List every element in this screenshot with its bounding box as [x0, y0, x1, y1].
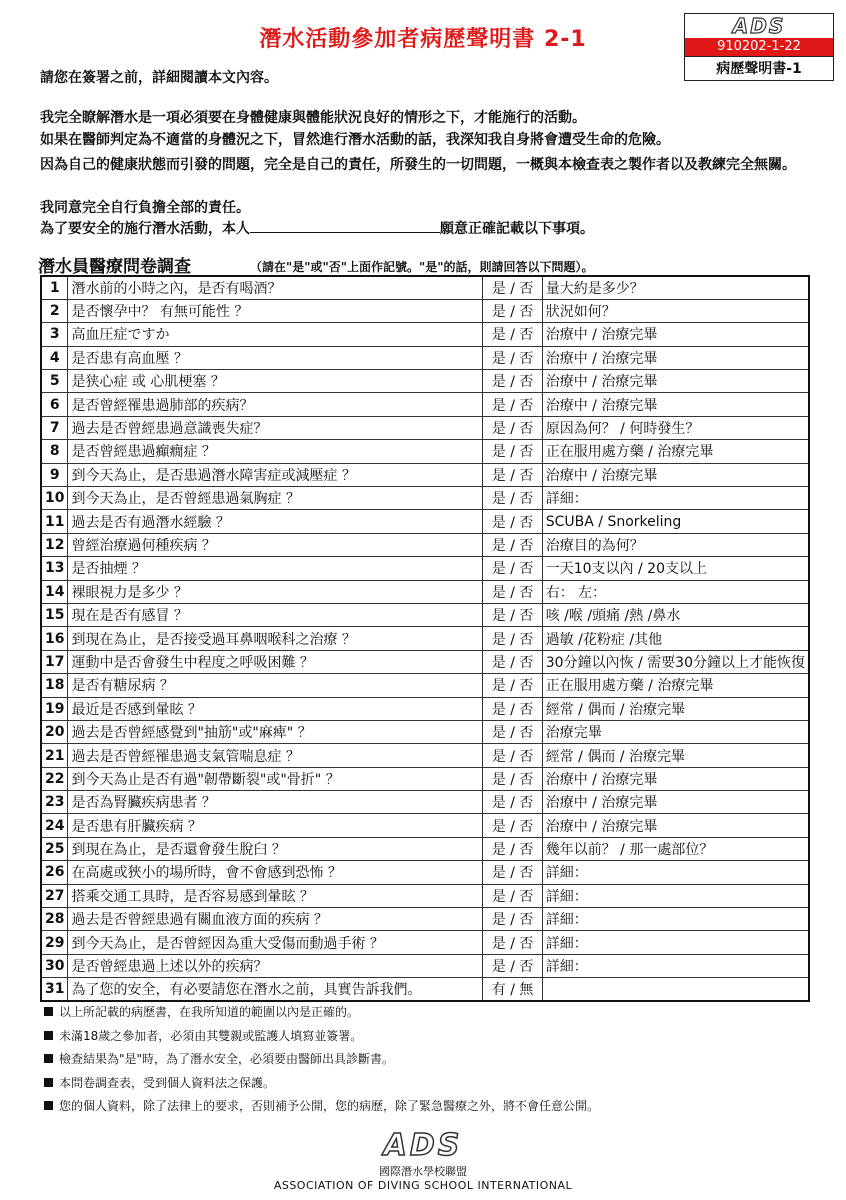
question-text: 是否患有肝臟疾病 ？ [68, 814, 483, 837]
question-row [41, 837, 809, 860]
yes-no-choice[interactable]: 是 / 否 [483, 463, 542, 486]
page-title: 潛水活動參加者病歷聲明書 2-1 [259, 27, 587, 52]
question-row [41, 650, 809, 673]
question-text: 過去是否曾經患過意識喪失症？ [68, 416, 483, 439]
followup-field[interactable]: 詳細： [542, 954, 809, 977]
followup-field[interactable]: 治療目的為何？ [542, 533, 809, 556]
note-item: 本問卷調查表，受到個人資料法之保護。 [44, 1071, 599, 1095]
question-row [41, 861, 809, 884]
question-text: 到今天為止，是否曾經因為重大受傷而動過手術 ？ [68, 931, 483, 954]
followup-field[interactable]: 治療中 / 治療完畢 [542, 463, 809, 486]
yes-no-choice[interactable]: 是 / 否 [483, 299, 542, 322]
question-number: 24 [41, 814, 68, 837]
question-number: 29 [41, 931, 68, 954]
bullet-square-icon [44, 1101, 53, 1110]
question-row [41, 323, 809, 346]
yes-no-choice[interactable]: 是 / 否 [483, 533, 542, 556]
questionnaire-table [40, 275, 810, 1002]
question-row [41, 440, 809, 463]
question-number: 9 [41, 463, 68, 486]
yes-no-choice[interactable]: 是 / 否 [483, 814, 542, 837]
yes-no-choice[interactable]: 是 / 否 [483, 580, 542, 603]
section-note: （請在"是"或"否"上面作記號。"是"的話，則請回答以下問題）。 [250, 260, 594, 274]
question-text: 是否曾經患過癲癇症 ？ [68, 440, 483, 463]
yes-no-choice[interactable]: 是 / 否 [483, 861, 542, 884]
question-row [41, 720, 809, 743]
question-text: 最近是否感到暈眩 ？ [68, 697, 483, 720]
question-text: 運動中是否會發生中程度之呼吸困難 ？ [68, 650, 483, 673]
followup-field[interactable]: 詳細： [542, 861, 809, 884]
document-code: 910202-1-22 [685, 38, 833, 56]
yes-no-choice[interactable]: 是 / 否 [483, 697, 542, 720]
followup-field[interactable]: 幾年以前？ / 那一處部位？ [542, 837, 809, 860]
question-number: 16 [41, 627, 68, 650]
yes-no-choice[interactable]: 是 / 否 [483, 557, 542, 580]
question-text: 是否曾經患過上述以外的疾病？ [68, 954, 483, 977]
note-item: 您的個人資料，除了法律上的要求，否則補予公開，您的病歷，除了緊急醫療之外，將不會任意公開。 [44, 1094, 599, 1118]
followup-field[interactable]: SCUBA / Snorkeling [542, 510, 809, 533]
question-row [41, 416, 809, 439]
question-text: 是否有糖尿病 ？ [68, 674, 483, 697]
question-number: 11 [41, 510, 68, 533]
question-text: 是否懷孕中？ 有無可能性 ？ [68, 299, 483, 322]
followup-field[interactable]: 量大約是多少？ [542, 276, 809, 299]
yes-no-choice[interactable]: 是 / 否 [483, 954, 542, 977]
footer [0, 1128, 846, 1192]
question-number: 7 [41, 416, 68, 439]
yes-no-choice[interactable]: 是 / 否 [483, 603, 542, 626]
followup-field[interactable]: 治療中 / 治療完畢 [542, 323, 809, 346]
question-row [41, 627, 809, 650]
followup-field[interactable]: 30分鐘以內恢 / 需要30分鐘以上才能恢復 [542, 650, 809, 673]
followup-field[interactable]: 狀況如何？ [542, 299, 809, 322]
question-row [41, 931, 809, 954]
question-text: 潛水前的小時之內，是否有喝酒？ [68, 276, 483, 299]
followup-field[interactable]: 原因為何？ / 何時發生？ [542, 416, 809, 439]
question-number: 25 [41, 837, 68, 860]
statement-4: 我同意完全自行負擔全部的責任。 [40, 200, 250, 216]
question-row [41, 978, 809, 1001]
followup-field[interactable]: 一天10支以內 / 20支以上 [542, 557, 809, 580]
followup-field[interactable]: 經常 / 偶而 / 治療完畢 [542, 697, 809, 720]
statement-1: 我完全瞭解潛水是一項必須要在身體健康與體能狀況良好的情形之下，才能施行的活動。 [40, 110, 586, 126]
question-number: 20 [41, 720, 68, 743]
note-item: 以上所記載的病歷書，在我所知道的範圍以內是正確的。 [44, 1000, 599, 1024]
question-row [41, 697, 809, 720]
question-text: 搭乘交通工具時，是否容易感到暈眩 ？ [68, 884, 483, 907]
question-number: 23 [41, 791, 68, 814]
question-number: 15 [41, 603, 68, 626]
yes-no-choice[interactable]: 是 / 否 [483, 440, 542, 463]
question-text: 到今天為止，是否患過潛水障害症或減壓症 ？ [68, 463, 483, 486]
followup-field[interactable]: 治療中 / 治療完畢 [542, 791, 809, 814]
yes-no-choice[interactable]: 有 / 無 [483, 978, 542, 1001]
yes-no-choice[interactable]: 是 / 否 [483, 650, 542, 673]
followup-field[interactable]: 治療中 / 治療完畢 [542, 767, 809, 790]
question-text: 高血圧症ですか [68, 323, 483, 346]
followup-field[interactable]: 經常 / 偶而 / 治療完畢 [542, 744, 809, 767]
yes-no-choice[interactable]: 是 / 否 [483, 791, 542, 814]
question-number: 6 [41, 393, 68, 416]
note-item: 檢查結果為"是"時，為了潛水安全，必須要由醫師出具診斷書。 [44, 1047, 599, 1071]
question-row [41, 908, 809, 931]
question-number: 28 [41, 908, 68, 931]
question-row [41, 299, 809, 322]
declaration-suffix: 願意正確記載以下事項。 [440, 221, 594, 237]
question-text: 曾經治療過何種疾病 ？ [68, 533, 483, 556]
question-row [41, 744, 809, 767]
yes-no-choice[interactable]: 是 / 否 [483, 931, 542, 954]
question-row [41, 557, 809, 580]
note-item: 未滿18歲之參加者，必須由其雙親或監護人填寫並簽署。 [44, 1024, 599, 1048]
yes-no-choice[interactable]: 是 / 否 [483, 346, 542, 369]
question-text: 過去是否曾經感覺到"抽筋"或"麻痺" ？ [68, 720, 483, 743]
bullet-square-icon [44, 1031, 53, 1040]
question-number: 14 [41, 580, 68, 603]
question-text: 到今天為止是否有過"韌帶斷裂"或"骨折" ？ [68, 767, 483, 790]
ads-footer-logo: ADS [383, 1128, 463, 1163]
question-row [41, 814, 809, 837]
question-row [41, 674, 809, 697]
question-number: 4 [41, 346, 68, 369]
ads-logo: ADS [732, 14, 786, 38]
name-field[interactable] [250, 219, 440, 233]
question-number: 1 [41, 276, 68, 299]
question-text: 為了您的安全，有必要請您在潛水之前，具實告訴我們。 [68, 978, 483, 1001]
question-row [41, 487, 809, 510]
question-number: 17 [41, 650, 68, 673]
document-code-box [684, 13, 834, 81]
question-text: 是狭心症 或 心肌梗塞 ？ [68, 370, 483, 393]
question-row [41, 954, 809, 977]
followup-field[interactable]: 詳細： [542, 487, 809, 510]
question-text: 現在是否有感冒 ？ [68, 603, 483, 626]
question-text: 過去是否曾經患過有關血液方面的疾病 ？ [68, 908, 483, 931]
question-number: 30 [41, 954, 68, 977]
question-text: 是否曾經罹患過肺部的疾病？ [68, 393, 483, 416]
document-name: 病歷聲明書-1 [685, 56, 833, 80]
org-name-en: ASSOCIATION OF DIVING SCHOOL INTERNATIONAL [273, 1179, 573, 1192]
question-row [41, 510, 809, 533]
followup-field[interactable]: 詳細： [542, 931, 809, 954]
followup-field[interactable]: 治療中 / 治療完畢 [542, 393, 809, 416]
yes-no-choice[interactable]: 是 / 否 [483, 767, 542, 790]
yes-no-choice[interactable]: 是 / 否 [483, 720, 542, 743]
yes-no-choice[interactable]: 是 / 否 [483, 416, 542, 439]
question-text: 到今天為止，是否曾經患過氣胸症 ？ [68, 487, 483, 510]
question-row [41, 580, 809, 603]
question-number: 8 [41, 440, 68, 463]
question-number: 22 [41, 767, 68, 790]
statement-3: 因為自己的健康狀態而引發的問題，完全是自己的責任，所發生的一切問題，一概與本檢查表之製作者以及教練完全無關。 [40, 157, 796, 173]
yes-no-choice[interactable]: 是 / 否 [483, 276, 542, 299]
question-row [41, 370, 809, 393]
followup-field[interactable]: 治療完畢 [542, 720, 809, 743]
question-row [41, 767, 809, 790]
yes-no-choice[interactable]: 是 / 否 [483, 323, 542, 346]
followup-field[interactable]: 咳 /喉 /頭痛 /熱 /鼻水 [542, 603, 809, 626]
yes-no-choice[interactable]: 是 / 否 [483, 908, 542, 931]
yes-no-choice[interactable]: 是 / 否 [483, 393, 542, 416]
question-text: 裸眼視力是多少 ？ [68, 580, 483, 603]
question-text: 到現在為止，是否還會發生脫臼 ？ [68, 837, 483, 860]
followup-field[interactable]: 詳細： [542, 884, 809, 907]
question-number: 2 [41, 299, 68, 322]
followup-field[interactable]: 右： 左： [542, 580, 809, 603]
question-number: 3 [41, 323, 68, 346]
question-number: 27 [41, 884, 68, 907]
question-number: 31 [41, 978, 68, 1001]
question-number: 26 [41, 861, 68, 884]
declaration-prefix: 為了要安全的施行潛水活動，本人 [40, 221, 250, 237]
yes-no-choice[interactable]: 是 / 否 [483, 627, 542, 650]
question-text: 是否為腎臟疾病患者 ？ [68, 791, 483, 814]
question-row [41, 791, 809, 814]
question-text: 在高處或狹小的場所時，會不會感到恐怖 ？ [68, 861, 483, 884]
bullet-square-icon [44, 1078, 53, 1087]
yes-no-choice[interactable]: 是 / 否 [483, 837, 542, 860]
question-number: 18 [41, 674, 68, 697]
section-title: 潛水員醫療問卷調查 [38, 257, 191, 277]
question-row [41, 276, 809, 299]
followup-field[interactable]: 正在服用處方藥 / 治療完畢 [542, 440, 809, 463]
question-text: 是否抽煙 ？ [68, 557, 483, 580]
followup-field[interactable]: 治療中 / 治療完畢 [542, 814, 809, 837]
question-row [41, 603, 809, 626]
question-number: 12 [41, 533, 68, 556]
intro-text: 請您在簽署之前，詳細閱讀本文內容。 [40, 70, 278, 86]
yes-no-choice[interactable]: 是 / 否 [483, 674, 542, 697]
question-text: 到現在為止，是否接受過耳鼻咽喉科之治療 ？ [68, 627, 483, 650]
statement-2: 如果在醫師判定為不適當的身體況之下，冒然進行潛水活動的話，我深知我自身將會遭受生命的危險。 [40, 132, 670, 148]
question-row [41, 393, 809, 416]
question-text: 是否患有高血壓 ？ [68, 346, 483, 369]
followup-field[interactable]: 治療中 / 治療完畢 [542, 370, 809, 393]
bullet-square-icon [44, 1054, 53, 1063]
question-number: 5 [41, 370, 68, 393]
notes-list [44, 1000, 599, 1118]
bullet-square-icon [44, 1007, 53, 1016]
yes-no-choice[interactable]: 是 / 否 [483, 884, 542, 907]
question-number: 19 [41, 697, 68, 720]
org-name-cn: 國際潛水學校聯盟 [379, 1165, 467, 1178]
question-row [41, 884, 809, 907]
yes-no-choice[interactable]: 是 / 否 [483, 510, 542, 533]
question-row [41, 533, 809, 556]
followup-field[interactable]: 詳細： [542, 908, 809, 931]
declaration-line [40, 219, 820, 239]
followup-field[interactable]: 過敏 /花粉症 /其他 [542, 627, 809, 650]
question-text: 過去是否有過潛水經驗 ？ [68, 510, 483, 533]
question-number: 21 [41, 744, 68, 767]
question-number: 13 [41, 557, 68, 580]
question-row [41, 346, 809, 369]
question-text: 過去是否曾經罹患過支氣管喘息症 ？ [68, 744, 483, 767]
yes-no-choice[interactable]: 是 / 否 [483, 370, 542, 393]
question-number: 10 [41, 487, 68, 510]
followup-field[interactable] [542, 978, 809, 1001]
question-row [41, 463, 809, 486]
followup-field[interactable]: 治療中 / 治療完畢 [542, 346, 809, 369]
yes-no-choice[interactable]: 是 / 否 [483, 487, 542, 510]
followup-field[interactable]: 正在服用處方藥 / 治療完畢 [542, 674, 809, 697]
yes-no-choice[interactable]: 是 / 否 [483, 744, 542, 767]
